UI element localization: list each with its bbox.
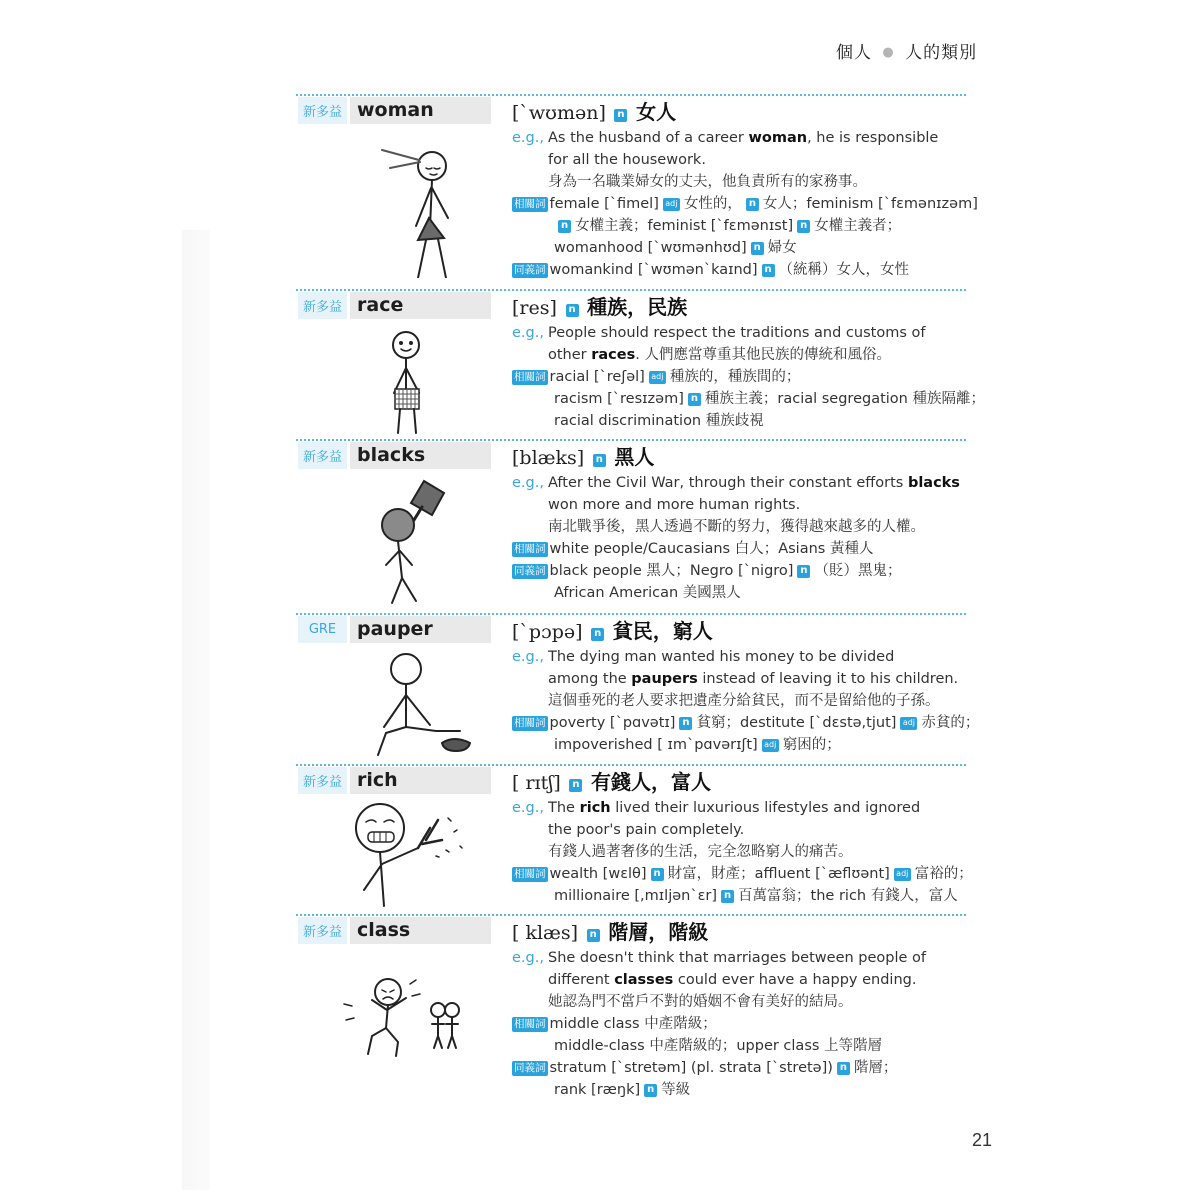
header-dot: ● xyxy=(882,45,895,60)
eg-label: e.g., xyxy=(512,800,544,816)
eg-label: e.g., xyxy=(512,325,544,341)
example-text: People should respect the traditions and customs of xyxy=(548,325,926,341)
related-text: 種族主義；racial segregation 種族隔離； xyxy=(704,391,985,407)
related-text: 婦女 xyxy=(767,240,797,256)
meaning: 種族，民族 xyxy=(587,295,688,319)
pronunciation: [ klæs] xyxy=(512,922,579,944)
example-text: After the Civil War, through their constant efforts xyxy=(548,475,908,491)
pronunciation: [res] xyxy=(512,297,557,319)
synonym-text: 階層； xyxy=(853,1060,898,1076)
entry-content xyxy=(512,616,980,756)
synonym-line xyxy=(512,1079,972,1101)
meaning: 階層，階級 xyxy=(608,920,709,944)
exam-tag: 新多益 xyxy=(298,767,347,794)
synonym-text: rank [ræŋk] xyxy=(554,1082,641,1098)
entry-divider xyxy=(296,914,966,916)
example-line xyxy=(512,127,972,149)
eg-label: e.g., xyxy=(512,475,544,491)
related-text: 女權主義者； xyxy=(814,218,902,234)
entry-divider xyxy=(296,613,966,615)
pos-badge: n xyxy=(593,454,606,467)
entry-content xyxy=(512,97,978,281)
pos-badge: n xyxy=(746,198,759,211)
related-text: 富裕的； xyxy=(914,866,973,882)
exam-tag: 新多益 xyxy=(298,97,347,124)
example-keyword: woman xyxy=(748,130,808,146)
entry-divider xyxy=(296,94,966,96)
related-text: white people/Caucasians 白人；Asians 黃種人 xyxy=(549,541,874,557)
synonym-label: 同義詞 xyxy=(514,264,546,276)
related-text: wealth [wɛlθ] xyxy=(549,866,647,882)
synonym-label: 同義詞 xyxy=(514,1062,546,1074)
example-translation: 身為一名職業婦女的丈夫，他負責所有的家務事。 xyxy=(548,174,867,190)
pos-badge: n xyxy=(797,565,810,578)
exam-tag: 新多益 xyxy=(298,292,347,319)
pos-badge: n xyxy=(679,717,692,730)
entry-content xyxy=(512,767,972,907)
pronunciation: [blæks] xyxy=(512,447,585,469)
example-line xyxy=(512,668,972,690)
related-text: 百萬富翁；the rich 有錢人，富人 xyxy=(738,888,958,904)
pos-badge: adj xyxy=(663,198,680,211)
pronunciation: [ rɪtʃ] xyxy=(512,772,561,794)
header-title: 個人 xyxy=(836,43,872,63)
pos-badge: n xyxy=(751,242,764,255)
woman-illustration xyxy=(326,128,486,278)
related-label: 相關詞 xyxy=(514,868,546,880)
example-keyword: classes xyxy=(614,972,674,988)
headword: class xyxy=(350,917,491,944)
related-text: 赤貧的； xyxy=(921,715,980,731)
pos-badge: adj xyxy=(649,371,666,384)
example-keyword: rich xyxy=(579,800,611,816)
pos-badge: n xyxy=(651,868,664,881)
headword: pauper xyxy=(350,616,491,643)
pos-badge: n xyxy=(591,628,604,641)
example-translation: 南北戰爭後，黑人透過不斷的努力，獲得越來越多的人權。 xyxy=(548,519,925,535)
headword: race xyxy=(350,292,491,319)
related-line xyxy=(512,388,985,410)
related-label: 相關詞 xyxy=(514,717,546,729)
pos-badge: n xyxy=(569,779,582,792)
related-line xyxy=(512,193,978,215)
related-line xyxy=(512,366,972,388)
related-line: middle-class 中產階級的；upper class 上等階層 xyxy=(554,1038,883,1054)
synonym-text: （貶）黑鬼； xyxy=(814,563,902,579)
related-text: womanhood [ˋwʊmənhʊd] xyxy=(554,240,747,256)
related-text: poverty [ˋpɑvətɪ] xyxy=(549,715,676,731)
entry-divider xyxy=(296,439,966,441)
pos-badge: n xyxy=(644,1084,657,1097)
exam-tag: 新多益 xyxy=(298,917,347,944)
example-line: the poor's pain completely. xyxy=(548,822,745,838)
example-line: won more and more human rights. xyxy=(548,497,801,513)
example-keyword: blacks xyxy=(907,475,960,491)
pos-badge: n xyxy=(797,220,810,233)
related-text: millionaire [,mɪljənˋɛr] xyxy=(554,888,718,904)
entry-content xyxy=(512,292,985,432)
related-text: 貧窮；destitute [ˋdɛstə,tjut] xyxy=(696,715,897,731)
eg-label: e.g., xyxy=(512,130,544,146)
related-text: racism [ˋresɪzəm] xyxy=(554,391,684,407)
example-text: The dying man wanted his money to be divided xyxy=(548,649,895,665)
example-translation: 這個垂死的老人要求把遺產分給貧民，而不是留給他的子孫。 xyxy=(548,693,940,709)
example-text: As the husband of a career xyxy=(548,130,749,146)
example-text: lived their luxurious lifestyles and ignored xyxy=(610,800,921,816)
synonym-text: 等級 xyxy=(661,1082,691,1098)
entry-headline xyxy=(512,917,972,947)
entry-headline xyxy=(512,97,972,127)
example-line xyxy=(512,344,972,366)
synonym-line xyxy=(512,259,972,281)
pos-badge: n xyxy=(721,890,734,903)
synonym-text: womankind [ˋwʊmənˋkaɪnd] xyxy=(549,262,758,278)
blacks-illustration xyxy=(326,473,486,608)
related-line xyxy=(512,885,972,907)
related-label: 相關詞 xyxy=(514,1018,546,1030)
meaning: 女人 xyxy=(636,100,677,124)
example-line xyxy=(512,947,972,969)
related-label: 相關詞 xyxy=(514,543,546,555)
related-line xyxy=(512,538,972,560)
margin-strip xyxy=(182,230,210,1190)
pos-badge: adj xyxy=(894,868,911,881)
related-label: 相關詞 xyxy=(514,371,546,383)
entry-divider xyxy=(296,764,966,766)
related-text: 女權主義；feminist [ˋfɛmənɪst] xyxy=(575,218,794,234)
synonym-label: 同義詞 xyxy=(514,565,546,577)
example-text: She doesn't think that marriages between people of xyxy=(548,950,927,966)
pos-badge: adj xyxy=(900,717,917,730)
header-subtitle: 人的類別 xyxy=(905,43,978,63)
example-text: The xyxy=(548,800,580,816)
pronunciation: [ˋwʊmən] xyxy=(512,102,606,124)
example-line xyxy=(512,149,972,171)
related-text: racial [ˋreʃəl] xyxy=(549,369,645,385)
synonym-line xyxy=(512,560,972,582)
synonym-text: black people 黑人；Negro [ˋnigro] xyxy=(549,563,794,579)
pos-badge: n xyxy=(558,220,571,233)
related-text: middle class 中產階級； xyxy=(549,1016,717,1032)
related-label: 相關詞 xyxy=(514,198,546,210)
related-text: 財富，財產；affluent [ˋæflʊənt] xyxy=(667,866,890,882)
related-line xyxy=(512,863,972,885)
race-illustration xyxy=(326,323,486,438)
example-text: other xyxy=(548,347,592,363)
example-line xyxy=(512,472,972,494)
related-text: impoverished [ ɪmˋpɑvərɪʃt] xyxy=(554,737,758,753)
exam-tag: GRE xyxy=(298,616,347,643)
example-text: among the xyxy=(548,671,632,687)
entry-content xyxy=(512,442,972,604)
entry-divider xyxy=(296,289,966,291)
example-text: instead of leaving it to his children. xyxy=(697,671,959,687)
entry-headline xyxy=(512,767,972,797)
example-text: , he is responsible xyxy=(807,130,939,146)
pos-badge: n xyxy=(688,393,701,406)
example-translation: 她認為門不當戶不對的婚姻不會有美好的結局。 xyxy=(548,994,853,1010)
example-text: . 人們應當尊重其他民族的傳統和風俗。 xyxy=(635,347,891,363)
related-line xyxy=(512,712,980,734)
related-text: female [ˋfimel] xyxy=(549,196,659,212)
example-text: different xyxy=(548,972,615,988)
pauper-illustration xyxy=(326,647,486,762)
pos-badge: adj xyxy=(762,739,779,752)
headword: woman xyxy=(350,97,491,124)
meaning: 黑人 xyxy=(614,445,655,469)
synonym-text: stratum [ˋstretəm] (pl. strata [ˋstretə]) xyxy=(549,1060,833,1076)
class-illustration xyxy=(326,970,486,1060)
entry-headline xyxy=(512,292,972,322)
related-text: 窮困的； xyxy=(782,737,841,753)
related-line: racial discrimination 種族歧視 xyxy=(554,413,764,429)
synonym-text: （統稱）女人，女性 xyxy=(778,262,910,278)
related-text: 女人；feminism [ˋfɛmənɪzəm] xyxy=(762,196,978,212)
related-line xyxy=(512,215,972,237)
related-text: 女性的， xyxy=(683,196,742,212)
pronunciation: [ˋpɔpə] xyxy=(512,621,583,643)
headword: rich xyxy=(350,767,491,794)
synonym-line xyxy=(512,1057,972,1079)
synonym-line: African American 美國黑人 xyxy=(554,585,741,601)
pos-badge: n xyxy=(837,1062,850,1075)
meaning: 貧民，窮人 xyxy=(612,619,713,643)
example-text: could ever have a happy ending. xyxy=(673,972,917,988)
entry-headline xyxy=(512,442,972,472)
pos-badge: n xyxy=(614,109,627,122)
eg-label: e.g., xyxy=(512,649,544,665)
entry-content xyxy=(512,917,972,1101)
example-line xyxy=(512,969,972,991)
rich-illustration xyxy=(326,798,486,910)
related-line xyxy=(512,734,972,756)
eg-label: e.g., xyxy=(512,950,544,966)
page-number: 21 xyxy=(972,1130,993,1150)
related-text: 種族的，種族間的； xyxy=(669,369,801,385)
pos-badge: n xyxy=(587,929,600,942)
example-line xyxy=(512,322,972,344)
example-keyword: paupers xyxy=(631,671,698,687)
pos-badge: n xyxy=(762,264,775,277)
meaning: 有錢人，富人 xyxy=(591,770,712,794)
entry-headline xyxy=(512,616,972,646)
page-header xyxy=(836,38,977,63)
headword: blacks xyxy=(350,442,491,469)
example-text: for all the housework. xyxy=(548,152,706,168)
related-line xyxy=(512,1013,972,1035)
pos-badge: n xyxy=(566,304,579,317)
example-line xyxy=(512,797,972,819)
example-line xyxy=(512,646,972,668)
example-translation: 有錢人過著奢侈的生活，完全忽略窮人的痛苦。 xyxy=(548,844,853,860)
exam-tag: 新多益 xyxy=(298,442,347,469)
example-keyword: races xyxy=(591,347,636,363)
related-line xyxy=(512,237,972,259)
